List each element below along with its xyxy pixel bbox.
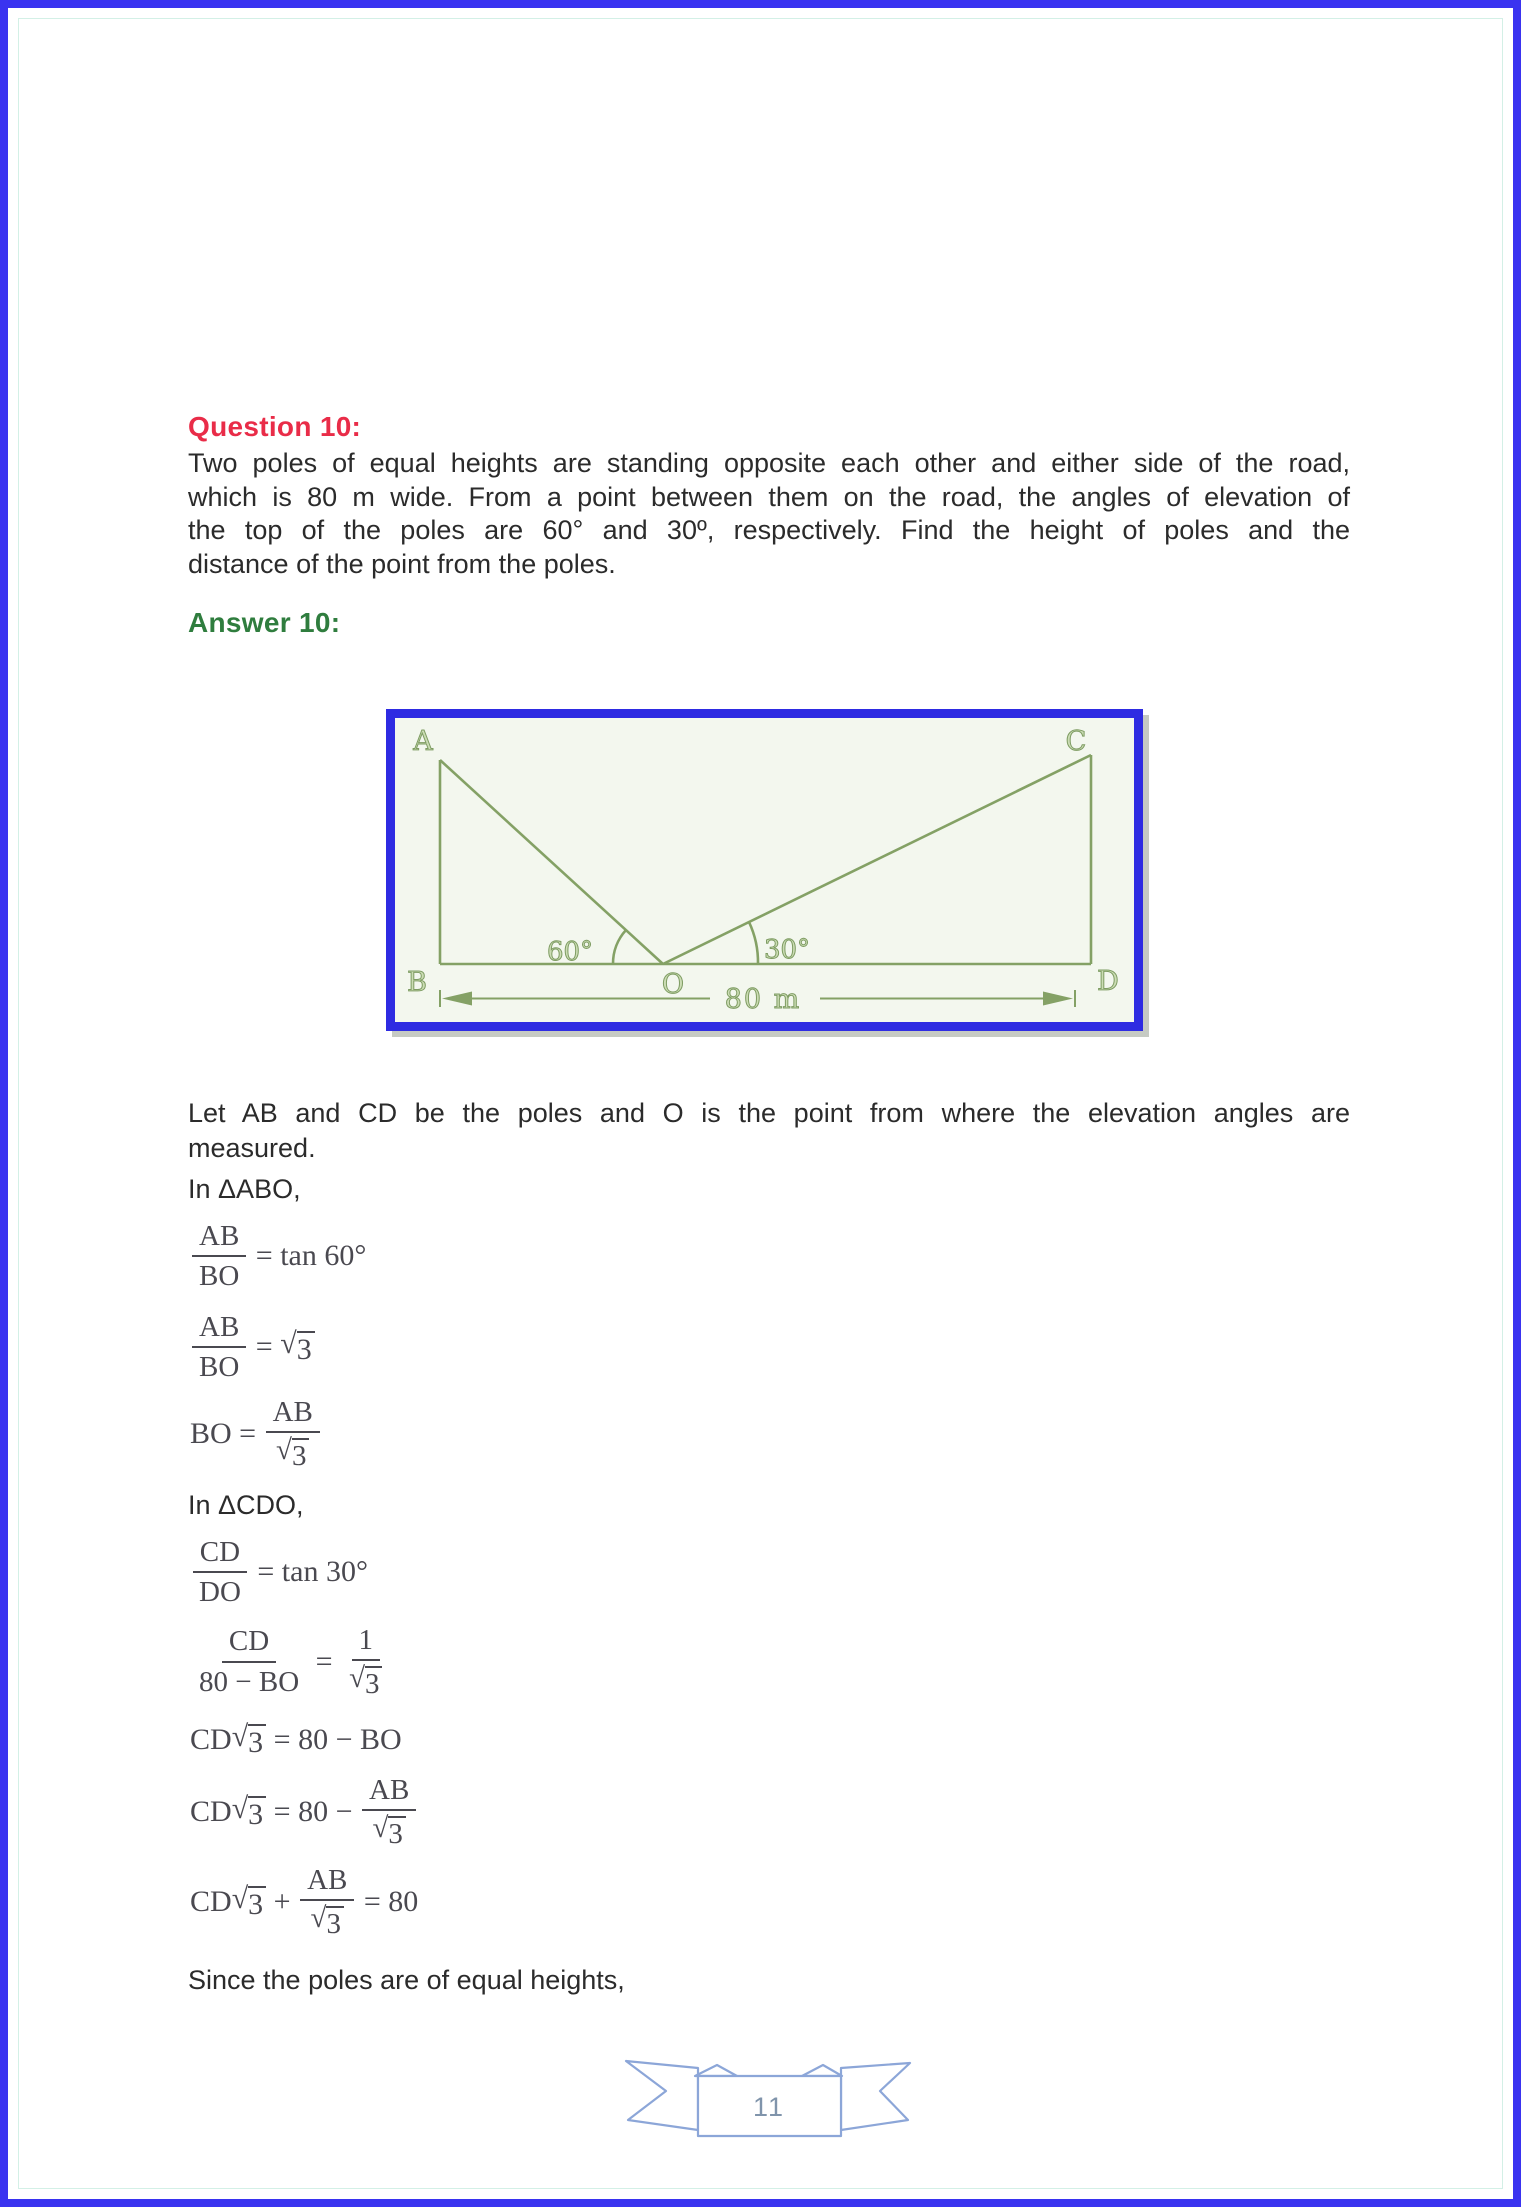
- page-number: 11: [752, 2092, 786, 2122]
- math-text: DO: [199, 1576, 241, 1609]
- arrow-left-head: [442, 992, 472, 1006]
- math-text: =: [248, 1330, 281, 1364]
- radicand: 3: [388, 1816, 406, 1849]
- sqrt-radical: [231, 1791, 266, 1831]
- vertex-a-label: A: [413, 726, 433, 757]
- math-text: AB: [307, 1864, 348, 1896]
- diagram-lines: [440, 755, 1091, 964]
- angle-30-arc: [749, 922, 758, 964]
- equation-7: [190, 1774, 418, 1849]
- math-text: BO =: [190, 1416, 264, 1450]
- fraction: [192, 1625, 306, 1698]
- math-text: CD: [190, 1723, 232, 1756]
- denominator: [269, 1433, 316, 1471]
- math-text: BO: [199, 1351, 240, 1384]
- math-text: AB: [199, 1220, 240, 1252]
- fraction: [192, 1220, 246, 1293]
- poles-diagram: [395, 718, 1134, 1022]
- solution-intro-line: Let AB and CD be the poles and O is the point from where the elevation angles are: [188, 1098, 1350, 1128]
- ribbon-right-tail: [841, 2063, 910, 2130]
- math-text: = 80: [356, 1884, 419, 1918]
- sqrt-radical: [372, 1814, 405, 1849]
- ribbon-left-fold: [695, 2065, 737, 2076]
- since-equal-heights-text: Since the poles are of equal heights,: [188, 1965, 625, 1995]
- question-line: which is 80 m wide. From a point between them on the road, the angles of elevation of: [188, 481, 1350, 512]
- numerator: [222, 1625, 276, 1662]
- question-heading: Question 10:: [188, 411, 362, 442]
- fraction: [192, 1311, 246, 1384]
- denominator: [192, 1257, 246, 1292]
- arrow-right-head: [1043, 992, 1073, 1006]
- solution-intro: [188, 1096, 1350, 1166]
- fraction: [300, 1864, 354, 1939]
- math-text: =: [308, 1644, 341, 1678]
- sqrt-radical: [232, 1722, 266, 1758]
- radical-sign-icon: √: [280, 1327, 297, 1361]
- sqrt-radical: [280, 1329, 314, 1365]
- radical-sign-icon: √: [349, 1662, 365, 1695]
- math-text: = 80 − BO: [266, 1723, 402, 1756]
- question-line: the top of the poles are 60° and 30º, respectively. Find the height of poles and the: [188, 515, 1350, 545]
- math-text: CD: [190, 1884, 232, 1918]
- math-text: CD: [228, 1625, 270, 1658]
- math-text: CD: [190, 1794, 232, 1828]
- math-text: 1: [358, 1624, 374, 1656]
- in-triangle-abo-text: In ΔABO,: [188, 1174, 301, 1204]
- sqrt-radical: [231, 1881, 266, 1921]
- math-text: = 80 −: [266, 1794, 360, 1828]
- denominator: [342, 1661, 389, 1699]
- sight-ao-line: [440, 760, 663, 964]
- diagram-figure: [386, 709, 1143, 1031]
- sight-co-line: [663, 755, 1091, 964]
- math-text: AB: [369, 1774, 410, 1806]
- sqrt-radical: [276, 1436, 309, 1471]
- math-text: +: [266, 1884, 299, 1918]
- math-text: BO: [199, 1260, 240, 1293]
- radical-sign-icon: √: [231, 1791, 249, 1825]
- numerator: [266, 1396, 320, 1433]
- angle-30-label: 30°: [763, 935, 811, 965]
- angle-60-arc: [613, 930, 626, 964]
- numerator: [352, 1624, 381, 1661]
- math-text: = tan 60°: [248, 1239, 367, 1273]
- numerator: [362, 1774, 416, 1811]
- radicand: 3: [297, 1331, 315, 1365]
- radicand: 3: [326, 1906, 344, 1939]
- in-triangle-cdo-text: In ΔCDO,: [188, 1490, 304, 1520]
- ribbon-right-fold: [802, 2065, 842, 2076]
- denominator: [192, 1348, 246, 1383]
- equation-5: [190, 1624, 391, 1699]
- math-text: CD: [199, 1536, 241, 1568]
- radicand: 3: [292, 1438, 310, 1471]
- ribbon-left-tail: [626, 2061, 698, 2130]
- numerator: [192, 1311, 246, 1348]
- page-number-ribbon: [620, 2054, 920, 2146]
- question-text: [188, 447, 1350, 581]
- equation-2: [190, 1311, 315, 1384]
- sqrt-radical: [311, 1904, 344, 1939]
- fraction: [192, 1536, 248, 1609]
- fraction: [266, 1396, 320, 1471]
- math-text: AB: [272, 1396, 313, 1428]
- numerator: [300, 1864, 354, 1901]
- solution-intro-line: measured.: [188, 1133, 316, 1163]
- denominator: [192, 1573, 248, 1608]
- equation-8: [190, 1864, 418, 1939]
- radicand: 3: [248, 1796, 266, 1830]
- vertex-d-label: D: [1097, 966, 1119, 997]
- angle-60-label: 60°: [546, 937, 594, 967]
- radical-sign-icon: √: [276, 1434, 292, 1467]
- question-line: Two poles of equal heights are standing opposite each other and either side of the road,: [188, 448, 1350, 478]
- denominator: [304, 1901, 351, 1939]
- sqrt-radical: [349, 1664, 382, 1699]
- fraction: [342, 1624, 389, 1699]
- vertex-c-label: C: [1065, 726, 1087, 757]
- answer-heading: Answer 10:: [188, 607, 341, 638]
- radical-sign-icon: √: [231, 1881, 249, 1915]
- distance-80m-label: 80 m: [724, 984, 802, 1015]
- denominator: [365, 1811, 412, 1849]
- radical-sign-icon: √: [231, 1720, 249, 1753]
- equation-1: [190, 1220, 366, 1293]
- fraction: [362, 1774, 416, 1849]
- numerator: [192, 1220, 246, 1257]
- vertex-b-label: B: [407, 967, 427, 998]
- equation-6: [190, 1722, 402, 1758]
- math-text: = tan 30°: [249, 1555, 368, 1589]
- radicand: 3: [248, 1724, 266, 1758]
- math-text: 80 − BO: [199, 1665, 300, 1698]
- radicand: 3: [248, 1886, 266, 1920]
- radical-sign-icon: √: [310, 1902, 327, 1935]
- math-text: AB: [199, 1311, 240, 1343]
- radical-sign-icon: √: [372, 1812, 389, 1845]
- numerator: [193, 1536, 247, 1573]
- denominator: [192, 1663, 306, 1698]
- equation-4: [190, 1536, 368, 1609]
- question-line: distance of the point from the poles.: [188, 548, 616, 579]
- equation-3: [190, 1396, 322, 1471]
- radicand: 3: [365, 1666, 383, 1699]
- point-o-label: O: [661, 969, 685, 1000]
